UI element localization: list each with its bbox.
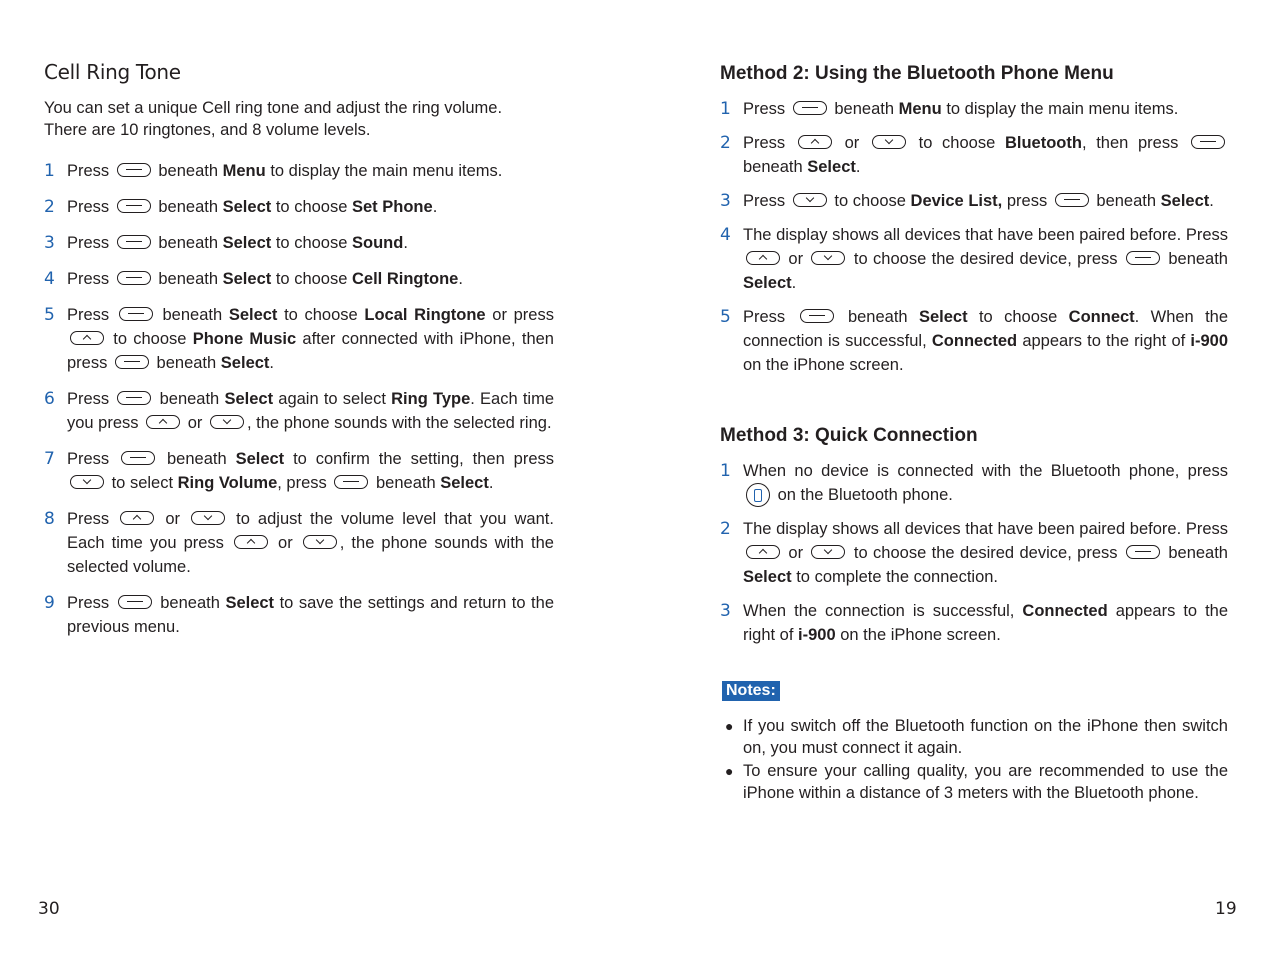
step-keyword: Select: [235, 450, 285, 468]
step-keyword: Sound: [352, 234, 404, 252]
step-phrase: .: [269, 354, 275, 372]
step-phrase: .: [403, 234, 408, 252]
step-keyword: Select: [743, 274, 792, 292]
down-arrow-key-icon: [303, 535, 337, 549]
step-keyword: Connected: [1022, 602, 1108, 620]
step-phrase: , then press: [1081, 134, 1179, 152]
step-number: 7: [44, 449, 55, 469]
step-phrase: beneath: [160, 594, 220, 612]
step-phrase: beneath: [156, 354, 217, 372]
step-phrase: to select: [111, 474, 174, 492]
down-arrow-key-icon: [191, 511, 225, 525]
step-keyword: i-900: [798, 626, 836, 644]
step: [44, 195, 554, 219]
step-text: [67, 591, 554, 639]
step: [44, 591, 554, 639]
down-arrow-key-icon: [872, 135, 906, 149]
step-phrase: .: [1209, 192, 1214, 210]
step-number: 3: [720, 191, 731, 211]
step-phrase: Press: [67, 270, 110, 288]
step-phrase: to choose: [284, 306, 358, 324]
step-phrase: to choose: [275, 270, 348, 288]
step: [720, 599, 1228, 647]
method3-steps: [720, 459, 1228, 647]
step-phrase: beneath: [158, 234, 219, 252]
step-text: [743, 97, 1228, 121]
step-keyword: Select: [220, 354, 270, 372]
note-text: If you switch off the Bluetooth function on the iPhone then switch on, you must connect it again.: [743, 717, 1228, 757]
step-phrase: beneath: [1096, 192, 1157, 210]
step-phrase: Press: [67, 450, 110, 468]
step-phrase: to adjust the volume level that you want. Each time you press: [67, 510, 554, 552]
step-phrase: to choose: [275, 234, 348, 252]
method3-heading: Method 3: Quick Connection: [720, 425, 978, 446]
step: [720, 517, 1228, 589]
down-arrow-key-icon: [210, 415, 244, 429]
step-keyword: Ring Type: [391, 390, 471, 408]
step-keyword: Device List,: [910, 192, 1003, 210]
note-item: [720, 716, 1228, 759]
step-phrase: or: [187, 414, 203, 432]
step-phrase: to display the main menu items.: [270, 162, 503, 180]
step-number: 4: [720, 225, 731, 245]
up-arrow-key-icon: [798, 135, 832, 149]
step-phrase: Press: [67, 594, 110, 612]
step-phrase: beneath: [834, 100, 895, 118]
step-phrase: beneath: [158, 198, 219, 216]
step-phrase: Press: [67, 306, 110, 324]
step-number: 1: [720, 99, 731, 119]
step-phrase: to complete the connection.: [796, 568, 999, 586]
step-phrase: .: [488, 474, 494, 492]
step-keyword: Select: [918, 308, 968, 326]
step-phrase: to choose: [918, 134, 996, 152]
step-phrase: or: [278, 534, 293, 552]
step-text: [67, 387, 554, 435]
up-arrow-key-icon: [120, 511, 154, 525]
step-keyword: Select: [807, 158, 856, 176]
soft-key-icon: [117, 163, 151, 177]
step-phrase: When no device is connected with the Bluetooth phone, press: [743, 462, 1228, 480]
step-phrase: beneath: [162, 306, 223, 324]
soft-key-icon: [119, 307, 153, 321]
step-phrase: Press: [67, 510, 110, 528]
step-number: 5: [44, 305, 55, 325]
step-number: 4: [44, 269, 55, 289]
down-arrow-key-icon: [811, 545, 845, 559]
down-arrow-key-icon: [70, 475, 104, 489]
step-text: [743, 131, 1228, 179]
section-heading: Cell Ring Tone: [44, 60, 181, 84]
step-text: [743, 517, 1228, 589]
step-phrase: , press: [277, 474, 327, 492]
step-phrase: When the connection is successful,: [743, 602, 1015, 620]
step-phrase: beneath: [167, 450, 227, 468]
bullet-icon: ●: [725, 718, 734, 734]
soft-key-icon: [117, 199, 151, 213]
step-keyword: Select: [228, 306, 278, 324]
step-phrase: to choose: [113, 330, 187, 348]
step-phrase: .: [458, 270, 463, 288]
step-number: 2: [720, 133, 731, 153]
step-phrase: to choose: [834, 192, 906, 210]
step-phrase: again to select: [278, 390, 386, 408]
soft-key-icon: [117, 391, 151, 405]
step-keyword: Connect: [1068, 308, 1135, 326]
step-phrase: on the iPhone screen.: [840, 626, 1001, 644]
notes-label: Notes:: [722, 681, 780, 701]
step-phrase: beneath: [158, 270, 219, 288]
soft-key-icon: [1055, 193, 1089, 207]
step: [44, 447, 554, 495]
step-keyword: Local Ringtone: [364, 306, 486, 324]
step-phrase: appears to the right of: [743, 602, 1229, 644]
step-phrase: Press: [743, 308, 786, 326]
note-text: To ensure your calling quality, you are recommended to use the iPhone within a distance of 3 meters with the Bluetooth phone.: [743, 762, 1228, 802]
step-text: [67, 267, 554, 291]
step-keyword: i-900: [1190, 332, 1228, 350]
ring-tone-steps: [44, 159, 554, 639]
step-phrase: .: [791, 274, 797, 292]
step: [720, 97, 1228, 121]
step-keyword: Select: [222, 234, 272, 252]
intro-line-2: There are 10 ringtones, and 8 volume levels.: [44, 121, 371, 139]
step: [44, 267, 554, 291]
step-keyword: Select: [224, 390, 274, 408]
page-number-left: 30: [38, 899, 60, 919]
page-number-right: 19: [1215, 899, 1237, 919]
step-phrase: appears to the right of: [1022, 332, 1186, 350]
step-text: [743, 189, 1228, 213]
note-item: [720, 761, 1228, 804]
step-phrase: Press: [67, 234, 110, 252]
step-number: 9: [44, 593, 55, 613]
step-phrase: to choose the desired device, press: [853, 544, 1118, 562]
down-arrow-key-icon: [793, 193, 827, 207]
step-keyword: Select: [222, 198, 272, 216]
step-text: [743, 459, 1228, 507]
step-phrase: to display the main menu items.: [946, 100, 1179, 118]
step: [44, 387, 554, 435]
step-number: 3: [44, 233, 55, 253]
step-phrase: Press: [67, 390, 110, 408]
step-phrase: or: [165, 510, 180, 528]
step-phrase: on the iPhone screen.: [743, 356, 904, 374]
step-phrase: Press: [67, 198, 110, 216]
step-keyword: Select: [743, 568, 792, 586]
step-text: [67, 507, 554, 579]
step-number: 5: [720, 307, 731, 327]
step-phrase: , the phone sounds with the selected volume.: [67, 534, 554, 576]
step-number: 1: [44, 161, 55, 181]
step-phrase: after connected with iPhone, then press: [67, 330, 554, 372]
step-phrase: to confirm the setting, then press: [293, 450, 555, 468]
step: [44, 159, 554, 183]
step-phrase: Press: [743, 134, 786, 152]
step: [720, 131, 1228, 179]
step-keyword: Connected: [931, 332, 1018, 350]
step-phrase: press: [1006, 192, 1048, 210]
step: [44, 303, 554, 375]
soft-key-icon: [1191, 135, 1225, 149]
step-phrase: to choose: [978, 308, 1058, 326]
step-phrase: Press: [67, 162, 110, 180]
step-number: 6: [44, 389, 55, 409]
step: [720, 223, 1228, 295]
step-keyword: Ring Volume: [177, 474, 278, 492]
step-keyword: Menu: [898, 100, 942, 118]
step-phrase: or press: [492, 306, 554, 324]
step: [44, 231, 554, 255]
step-text: [67, 159, 554, 183]
step-phrase: .: [432, 198, 438, 216]
bullet-icon: ●: [725, 763, 734, 779]
step-text: [67, 195, 554, 219]
soft-key-icon: [121, 451, 155, 465]
up-arrow-key-icon: [234, 535, 268, 549]
step: [720, 189, 1228, 213]
soft-key-icon: [1126, 545, 1160, 559]
method2-steps: [720, 97, 1228, 377]
step-phrase: beneath: [743, 158, 803, 176]
down-arrow-key-icon: [811, 251, 845, 265]
step-keyword: Bluetooth: [1004, 134, 1082, 152]
step-phrase: or: [844, 134, 860, 152]
step-number: 1: [720, 461, 731, 481]
step-text: [67, 303, 554, 375]
step-keyword: Phone Music: [192, 330, 297, 348]
step-number: 2: [720, 519, 731, 539]
notes-list: [720, 716, 1228, 806]
step-phrase: . When the connection is successful,: [743, 308, 1229, 350]
step-phrase: beneath: [1168, 250, 1228, 268]
step-phrase: beneath: [1168, 544, 1228, 562]
step-text: [743, 599, 1228, 647]
step-phrase: to choose: [275, 198, 348, 216]
up-arrow-key-icon: [70, 331, 104, 345]
step-text: [743, 223, 1228, 295]
soft-key-icon: [115, 355, 149, 369]
up-arrow-key-icon: [746, 251, 780, 265]
step-phrase: beneath: [159, 390, 220, 408]
step-keyword: Select: [225, 594, 275, 612]
step-phrase: . Each time you press: [67, 390, 554, 432]
soft-key-icon: [793, 101, 827, 115]
step-phrase: beneath: [375, 474, 436, 492]
soft-key-icon: [118, 595, 152, 609]
step-keyword: Select: [222, 270, 272, 288]
soft-key-icon: [800, 309, 834, 323]
step: [720, 459, 1228, 507]
up-arrow-key-icon: [746, 545, 780, 559]
step-number: 3: [720, 601, 731, 621]
soft-key-icon: [117, 271, 151, 285]
step-keyword: Select: [1160, 192, 1210, 210]
soft-key-icon: [117, 235, 151, 249]
up-arrow-key-icon: [146, 415, 180, 429]
step-phrase: or: [788, 544, 804, 562]
step-keyword: Set Phone: [352, 198, 433, 216]
step-phrase: Press: [743, 100, 786, 118]
step-phrase: Press: [743, 192, 786, 210]
step-text: [67, 447, 554, 495]
phone-button-icon: [746, 483, 770, 507]
step-phrase: The display shows all devices that have been paired before. Press: [743, 520, 1228, 538]
intro-paragraph: [44, 97, 554, 141]
step-phrase: beneath: [847, 308, 908, 326]
method2-heading: Method 2: Using the Bluetooth Phone Menu: [720, 63, 1114, 84]
step-text: [67, 231, 554, 255]
step-phrase: , the phone sounds with the selected ring.: [247, 414, 552, 432]
step-phrase: to save the settings and return to the previous menu.: [67, 594, 554, 636]
step-phrase: .: [855, 158, 861, 176]
step-phrase: beneath: [158, 162, 219, 180]
step-keyword: Select: [440, 474, 489, 492]
step-phrase: or: [788, 250, 804, 268]
step-number: 8: [44, 509, 55, 529]
step-text: [743, 305, 1228, 377]
step: [44, 507, 554, 579]
step-phrase: on the Bluetooth phone.: [777, 486, 953, 504]
step-phrase: to choose the desired device, press: [853, 250, 1118, 268]
step-keyword: Menu: [222, 162, 266, 180]
step-phrase: The display shows all devices that have been paired before. Press: [743, 226, 1228, 244]
step: [720, 305, 1228, 377]
soft-key-icon: [1126, 251, 1160, 265]
step-keyword: Cell Ringtone: [352, 270, 459, 288]
soft-key-icon: [334, 475, 368, 489]
intro-line-1: You can set a unique Cell ring tone and adjust the ring volume.: [44, 99, 503, 117]
step-number: 2: [44, 197, 55, 217]
